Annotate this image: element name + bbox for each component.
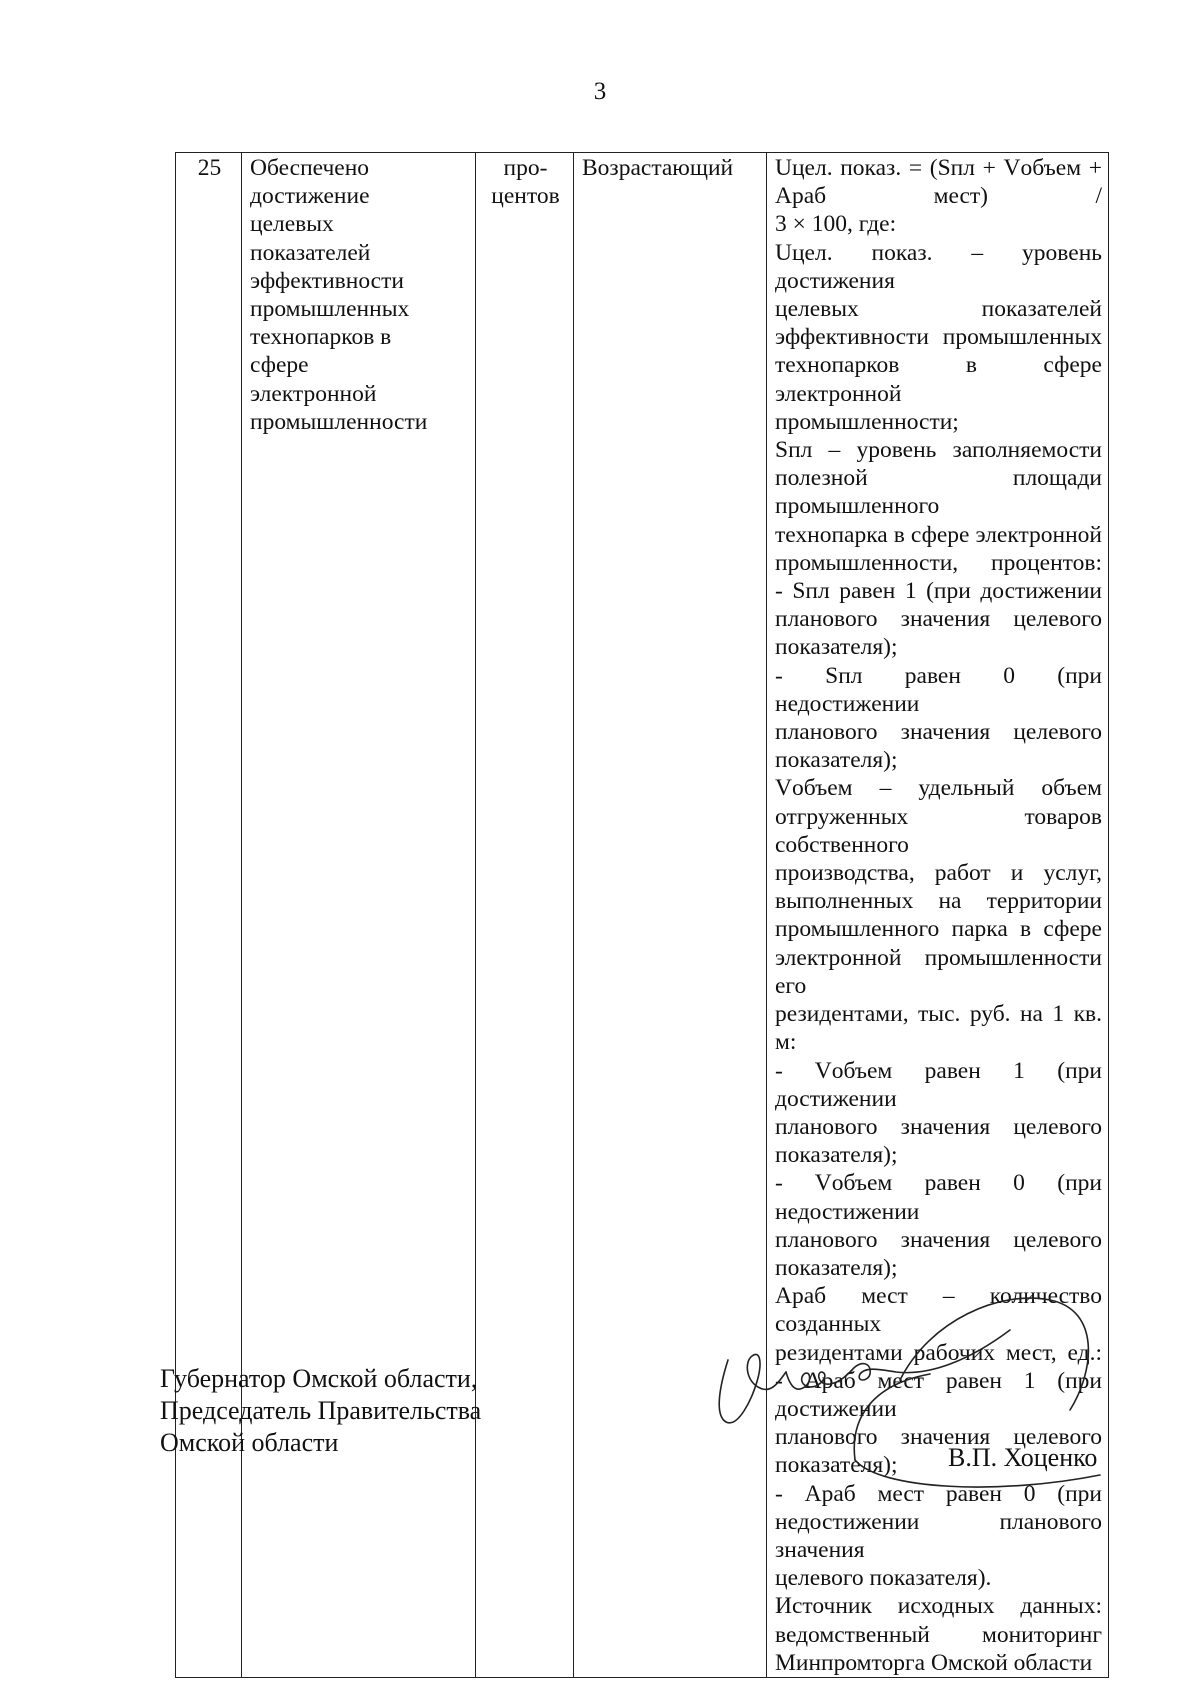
method-line: эффективности промышленных: [775, 324, 1102, 351]
handwritten-signature: [700, 1290, 1120, 1520]
method-line: Араб мест – количество созданных: [775, 1283, 1102, 1338]
method-line: Источник исходных данных:: [775, 1593, 1102, 1620]
method-line: - Sпл равен 0 (при недостижении: [775, 662, 1102, 717]
method-line: резидентами рабочих мест, ед.:: [775, 1339, 1102, 1366]
method-line: - Vобъем равен 0 (при недостижении: [775, 1170, 1102, 1225]
method-line: Uцел. показ. – уровень достижения: [775, 239, 1102, 294]
method-line: резидентами, тыс. руб. на 1 кв. м:: [775, 1001, 1102, 1056]
signatory-title-line: Губернатор Омской области,: [160, 1364, 478, 1393]
method-line: планового значения целевого: [775, 1113, 1102, 1140]
method-line: планового значения целевого: [775, 606, 1102, 633]
unit-line: про-: [503, 155, 548, 181]
name-line: эффективности: [250, 267, 404, 294]
method-line: показателя);: [775, 1254, 898, 1281]
method-line: показателя);: [775, 747, 898, 774]
page-number: 3: [593, 78, 607, 105]
method-line: производства, работ и услуг,: [775, 860, 1102, 887]
method-line: целевых показателей: [775, 296, 1102, 323]
method-line: недостижении планового значения: [775, 1508, 1102, 1563]
name-line: достижение: [250, 183, 370, 210]
method-line: промышленности;: [775, 408, 959, 435]
method-line: Uцел. показ. = (Sпл + Vобъем + Араб мест) /: [775, 155, 1102, 210]
method-line: - Sпл равен 1 (при достижении: [775, 578, 1102, 605]
method-line: - Араб мест равен 1 (при достижении: [775, 1367, 1102, 1422]
method-line: промышленности, процентов:: [775, 549, 1102, 576]
method-line: отгруженных товаров собственного: [775, 803, 1102, 858]
name-line: электронной: [250, 380, 377, 407]
method-line: Минпромторга Омской области: [775, 1649, 1093, 1676]
unit-line: центов: [491, 183, 560, 210]
method-line: показателя);: [775, 634, 898, 661]
row-number: 25: [176, 153, 242, 1678]
name-line: промышленных: [250, 296, 410, 323]
signatory-title-line: Омской области: [160, 1428, 339, 1457]
name-line: целевых: [250, 211, 334, 238]
signatory-title: [160, 1363, 481, 1459]
method-line: выполненных на территории: [775, 888, 1102, 915]
signatory-title-line: Председатель Правительства: [160, 1396, 482, 1425]
method-line: ведомственный мониторинг: [775, 1621, 1102, 1648]
unit-cell: [476, 153, 574, 1678]
method-line: технопарков в сфере электронной: [775, 352, 1102, 407]
method-line: технопарка в сфере электронной: [775, 521, 1102, 548]
name-line: промышленности: [250, 408, 428, 435]
method-line: промышленного парка в сфере: [775, 916, 1102, 943]
method-line: показателя);: [775, 1452, 898, 1479]
name-line: сфере: [250, 352, 309, 379]
direction-cell: Возрастающий: [574, 153, 767, 1678]
method-line: Sпл – уровень заполняемости: [775, 437, 1102, 464]
method-line: 3 × 100, где:: [775, 211, 897, 238]
method-line: планового значения целевого: [775, 1424, 1102, 1451]
method-line: - Араб мест равен 0 (при: [775, 1480, 1102, 1507]
method-line: целевого показателя).: [775, 1565, 992, 1592]
method-line: - Vобъем равен 1 (при достижении: [775, 1057, 1102, 1112]
method-line: электронной промышленности его: [775, 944, 1102, 999]
name-line: Обеспечено: [250, 155, 370, 181]
name-line: показателей: [250, 239, 371, 266]
method-line: показателя);: [775, 1142, 898, 1169]
method-line: Vобъем – удельный объем: [775, 775, 1102, 802]
method-line: полезной площади промышленного: [775, 465, 1102, 520]
method-line: планового значения целевого: [775, 1226, 1102, 1253]
name-line: технопарков в: [250, 324, 392, 351]
signer-name: В.П. Хоценко: [948, 1443, 1098, 1472]
method-line: планового значения целевого: [775, 719, 1102, 746]
